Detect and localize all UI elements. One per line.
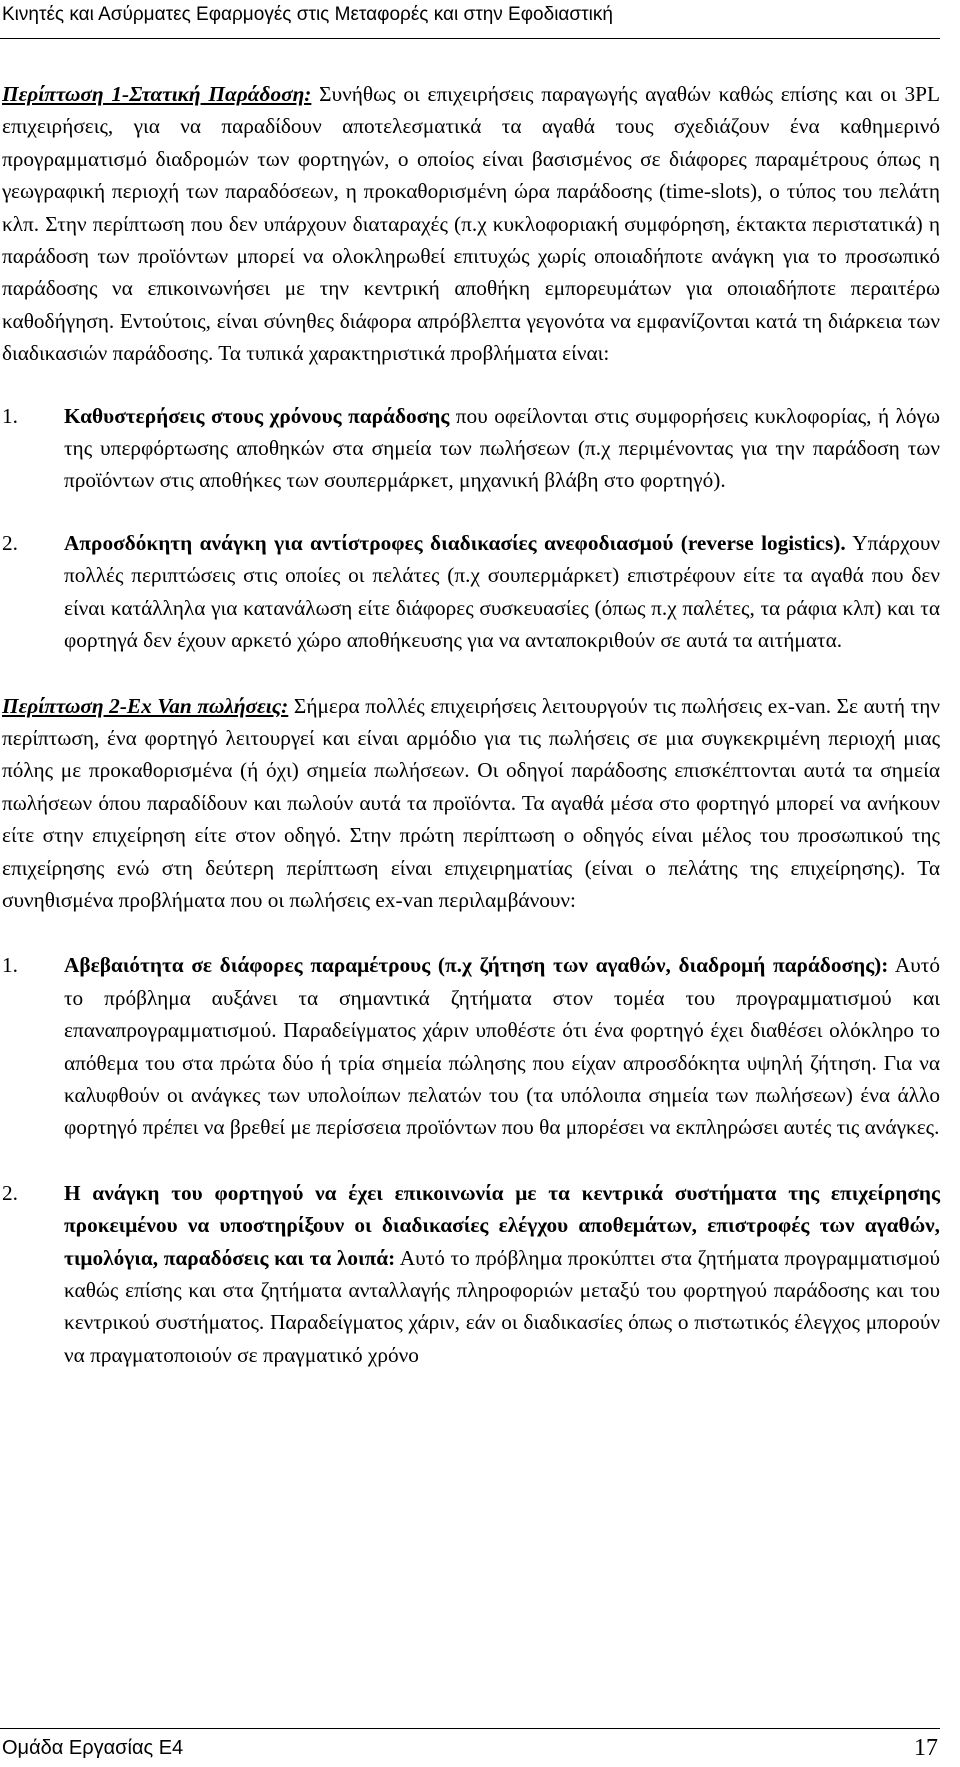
case1-item-2	[2, 527, 940, 657]
document-body	[2, 78, 940, 1371]
list-number: 2.	[2, 1180, 18, 1205]
case2-item-1	[2, 949, 940, 1143]
item-text: Υπάρχουν πολλές περιπτώσεις στις οποίες οι πελάτες (π.χ σουπερμάρκετ) επιστρέφουν είτε τα αγαθά που δεν είναι κατάλληλα για κατανάλωση είτε διάφορες συσκευασίες (όπως π.χ παλέτες, τα ράφια κλπ) και τα φορτηγά δεν έχουν αρκετό χώρο αποθήκευσης για να ανταποκριθούν σε αυτά τα αιτήματα.	[64, 530, 940, 653]
item-text: που οφείλονται στις συμφορήσεις κυκλοφορίας, ή λόγω της υπερφόρτωσης αποθηκών στα σημεία των πωλήσεων (π.χ περιμένοντας για την παράδοση των προϊόντων στις αποθήκες των σουπερμάρκετ, μηχανική βλάβη στο φορτηγό).	[64, 403, 940, 493]
case1-text: Συνήθως οι επιχειρήσεις παραγωγής αγαθών καθώς επίσης και οι 3PL επιχειρήσεις, για να παραδίδουν αποτελεσματικά τα αγαθά τους σχεδιάζουν ένα καθημερινό προγραμματισμό διαδρομών των φορτηγών, ο οποίος είναι βασισμένος σε διάφορες παραμέτρους όπως η γεωγραφική περιοχή των παραδόσεων, η προκαθορισμένη ώρα παράδοσης (time-slots), ο τύπος του πελάτη κλπ. Στην περίπτωση που δεν υπάρχουν διαταραχές (π.χ κυκλοφοριακή συμφόρηση, έκτακτα περιστατικά) η παράδοση των προϊόντων μπορεί να ολοκληρωθεί επιτυχώς χωρίς οποιαδήποτε ανάγκη για το προσωπικό παράδοσης να επικοινωνήσει με την κεντρική αποθήκη εμπορευμάτων για οποιαδήποτε περαιτέρω καθοδήγηση. Εντούτοις, είναι σύνηθες διάφορα απρόβλεπτα γεγονότα να εμφανίζονται κατά τη διάρκεια των διαδικασιών παράδοσης. Τα τυπικά χαρακτηριστικά προβλήματα είναι:	[2, 82, 940, 366]
case2-label: Περίπτωση 2-Ex Van πωλήσεις:	[2, 693, 289, 718]
footer-group-name: Ομάδα Εργασίας Ε4	[2, 1737, 184, 1759]
item-heading: Απροσδόκητη ανάγκη για αντίστροφες διαδικασίες ανεφοδιασμού (reverse logistics).	[64, 530, 846, 555]
case2-text: Σήμερα πολλές επιχειρήσεις λειτουργούν τις πωλήσεις ex-van. Σε αυτή την περίπτωση, ένα φορτηγό λειτουργεί και είναι αρμόδιο για τις πωλήσεις σε μια συγκεκριμένη περιοχή μιας πόλης με προκαθορισμένα (ή όχι) σημεία πωλήσεων. Οι οδηγοί παράδοσης επισκέπτονται αυτά τα σημεία πωλήσεων όπου παραδίδουν και πωλούν αυτά τα προϊόντα. Τα αγαθά μέσα στο φορτηγό μπορεί να ανήκουν είτε στην επιχείρηση είτε στον οδηγό. Στην πρώτη περίπτωση ο οδηγός είναι μέλος του προσωπικού της επιχείρησης ενώ στη δεύτερη περίπτωση είναι επιχειρηματίας (είναι ο πελάτης της επιχείρησης). Τα συνηθισμένα προβλήματα που οι πωλήσεις ex-van περιλαμβάνουν:	[2, 693, 941, 912]
page-header	[0, 0, 940, 39]
list-number: 1.	[2, 403, 18, 428]
case1-item-1	[2, 400, 940, 497]
case2-item-2	[2, 1177, 940, 1371]
header-title: Κινητές και Ασύρματες Εφαρμογές στις Μεταφορές και στην Εφοδιαστική	[2, 4, 613, 25]
item-text: Αυτό το πρόβλημα αυξάνει τα σημαντικά ζητήματα στον τομέα του προγραμματισμού και επαναπρογραμματισμού. Παραδείγματος χάριν υποθέστε ότι ένα φορτηγό έχει διαθέσει ολόκληρο το απόθεμα του στα πρώτα δύο ή τρία σημεία πώλησης που είχαν απροσδόκητα υψηλή ζήτηση. Για να καλυφθούν οι ανάγκες των υπολοίπων πελατών του (τα υπόλοιπα σημεία των πωλήσεων) ένα άλλο φορτηγό πρέπει να βρεθεί με περίσσεια προϊόντων που θα μπορέσει να εκπληρώσει αυτές τις ανάγκες.	[64, 953, 940, 1140]
page-footer	[0, 1728, 940, 1767]
item-heading: Καθυστερήσεις στους χρόνους παράδοσης	[64, 403, 450, 428]
case1-label: Περίπτωση 1-Στατική Παράδοση:	[2, 82, 312, 106]
item-heading: Αβεβαιότητα σε διάφορες παραμέτρους (π.χ ζήτηση των αγαθών, διαδρομή παράδοσης):	[64, 953, 889, 978]
list-number: 2.	[2, 530, 18, 555]
item-text: Αυτό το πρόβλημα προκύπτει στα ζητήματα προγραμματισμού καθώς επίσης και στα ζητήματα ανταλλαγής πληροφοριών μεταξύ του φορτηγού παράδοσης και του κεντρικού συστήματος. Παραδείγματος χάριν, εάν οι διαδικασίες όπως ο πιστωτικός έλεγχος μπορούν να πραγματοποιούν σε πραγματικό χρόνο	[64, 1245, 940, 1367]
list-number: 1.	[2, 953, 18, 978]
case2-paragraph	[2, 690, 940, 917]
case1-paragraph	[2, 78, 940, 370]
page-number: 17	[914, 1735, 938, 1761]
item-heading: Η ανάγκη του φορτηγού να έχει επικοινωνία με τα κεντρικά συστήματα της επιχείρησης προκειμένου να υποστηρίξουν οι διαδικασίες ελέγχου αποθεμάτων, επιστροφές των αγαθών, τιμολόγια, παραδόσεις και τα λοιπά:	[64, 1180, 940, 1270]
